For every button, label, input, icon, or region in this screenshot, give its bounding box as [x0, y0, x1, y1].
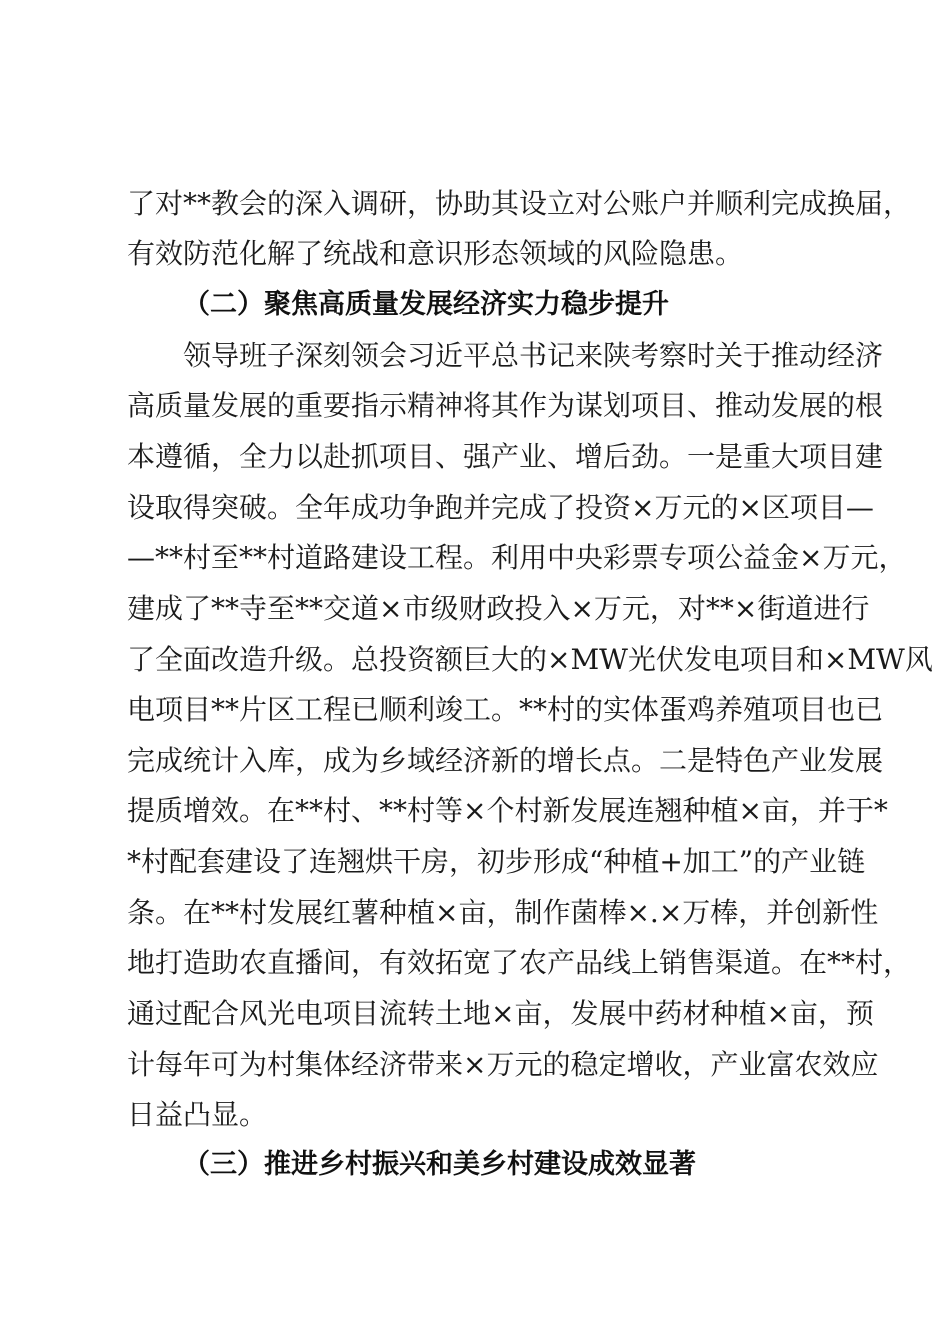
paragraph-line: 高质量发展的重要指示精神将其作为谋划项目、推动发展的根: [127, 389, 884, 422]
paragraph-line: 完成统计入库，成为乡域经济新的增长点。二是特色产业发展: [127, 744, 884, 777]
paragraph-line: 条。在**村发展红薯种植×亩，制作菌棒×.×万棒，并创新性: [127, 896, 879, 929]
paragraph-line: 建成了**寺至**交道×市级财政投入×万元，对**×街道进行: [127, 592, 870, 625]
section-heading: （二）聚焦高质量发展经济实力稳步提升: [183, 289, 669, 320]
paragraph-line: 有效防范化解了统战和意识形态领域的风险隐患。: [127, 237, 744, 270]
paragraph-line: 地打造助农直播间，有效拓宽了农产品线上销售渠道。在**村，: [127, 946, 912, 979]
paragraph-line: 了对**教会的深入调研，协助其设立对公账户并顺利完成换届，: [127, 187, 912, 220]
paragraph-line: 了全面改造升级。总投资额巨大的×MW光伏发电项目和×MW风: [127, 643, 933, 676]
paragraph-line: 日益凸显。: [127, 1098, 268, 1131]
paragraph-line: —**村至**村道路建设工程。利用中央彩票专项公益金×万元，: [127, 541, 907, 574]
paragraph-line: 计每年可为村集体经济带来×万元的稳定增收，产业富农效应: [127, 1048, 879, 1081]
paragraph-line: *村配套建设了连翘烘干房，初步形成“种植+加工”的产业链: [127, 845, 866, 878]
section-heading: （三）推进乡村振兴和美乡村建设成效显著: [183, 1149, 696, 1180]
paragraph-line: 电项目**片区工程已顺利竣工。**村的实体蛋鸡养殖项目也已: [127, 693, 884, 726]
paragraph-line: 提质增效。在**村、**村等×个村新发展连翘种植×亩，并于*: [127, 794, 888, 827]
paragraph-line: 领导班子深刻领会习近平总书记来陕考察时关于推动经济: [183, 339, 884, 372]
paragraph-line: 设取得突破。全年成功争跑并完成了投资×万元的×区项目—: [127, 491, 874, 524]
paragraph-line: 通过配合风光电项目流转土地×亩，发展中药材种植×亩，预: [127, 997, 874, 1030]
paragraph-line: 本遵循，全力以赴抓项目、强产业、增后劲。一是重大项目建: [127, 440, 884, 473]
